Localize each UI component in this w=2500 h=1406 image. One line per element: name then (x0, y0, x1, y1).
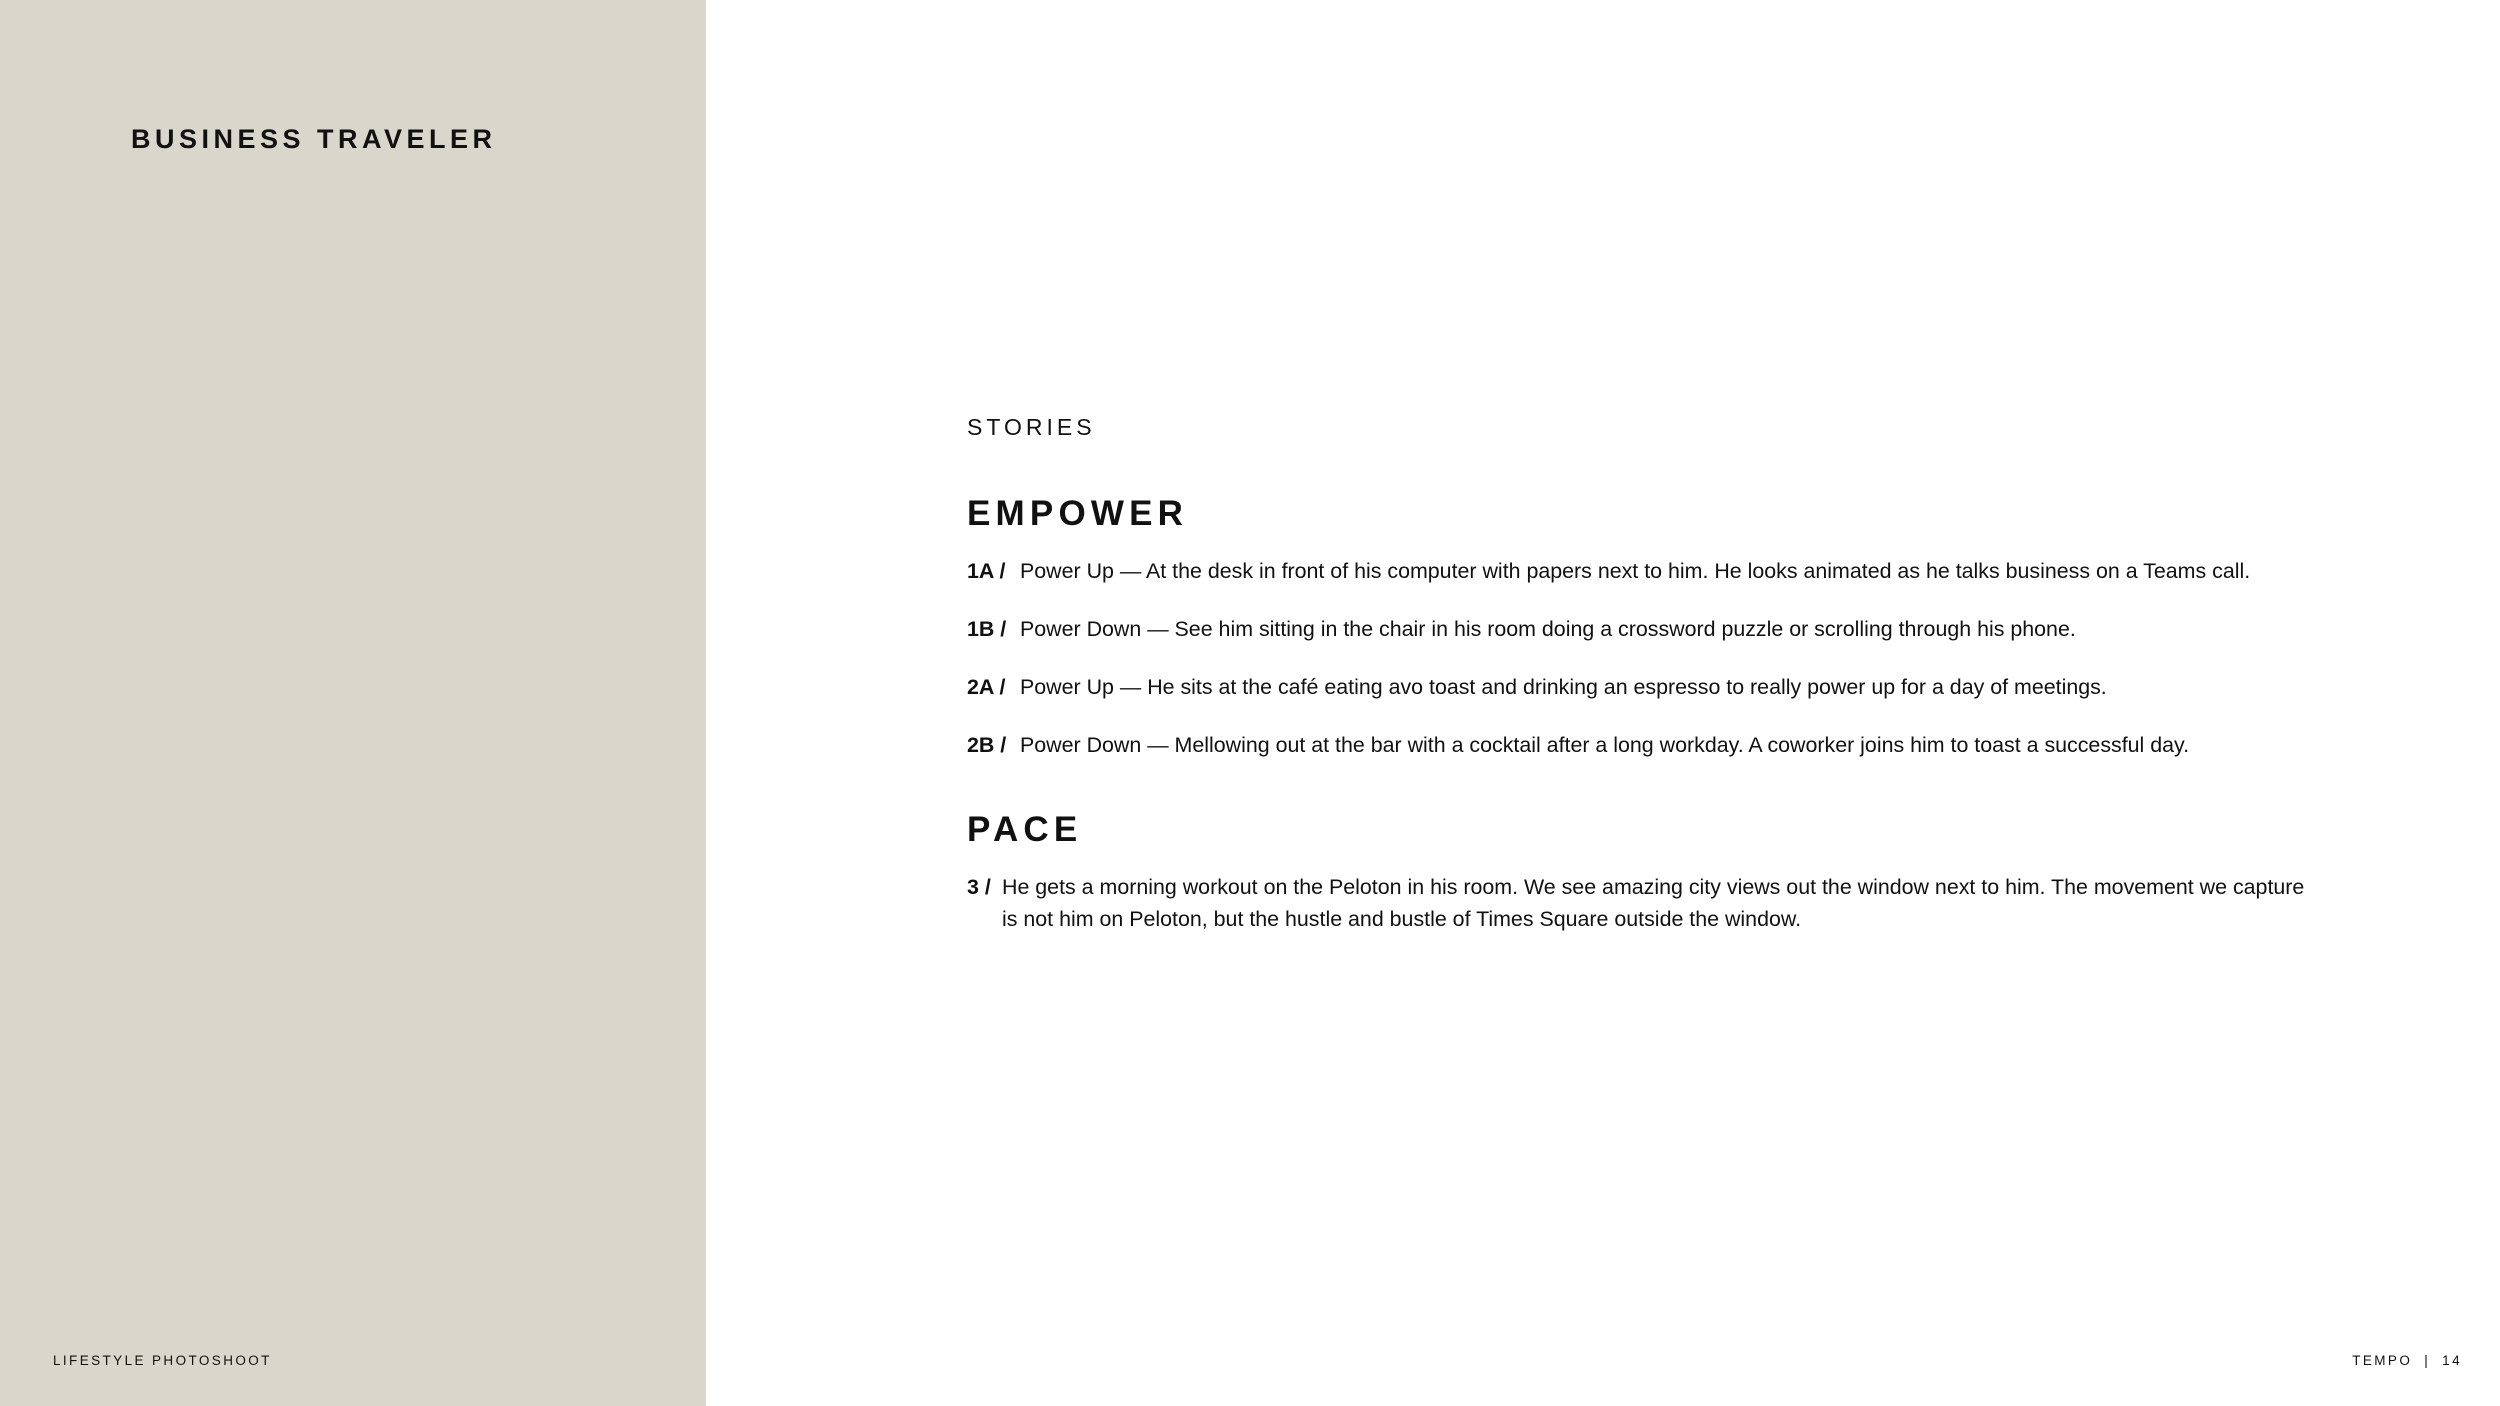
story-item (967, 555, 2307, 587)
stories-content (967, 413, 2307, 961)
sidebar-panel (0, 0, 706, 1406)
section-spacer (967, 787, 2307, 809)
page-number: 14 (2442, 1353, 2462, 1368)
section-heading: EMPOWER (967, 494, 1189, 533)
story-code: 1B / (967, 617, 1007, 641)
section-empower (967, 493, 2307, 761)
story-item (967, 871, 2307, 935)
section-pace (967, 809, 2307, 935)
footer-label: LIFESTYLE PHOTOSHOOT (53, 1353, 272, 1368)
story-item (967, 671, 2307, 703)
page-title: BUSINESS TRAVELER (131, 124, 497, 154)
section-heading: PACE (967, 810, 1083, 849)
footer-separator: | (2424, 1353, 2431, 1368)
story-text: Power Up — At the desk in front of his computer with papers next to him. He looks animated as he talks business on a Teams call. (1020, 559, 2251, 583)
brand-name: TEMPO (2352, 1353, 2413, 1368)
story-text: Power Down — See him sitting in the chair in his room doing a crossword puzzle or scrolling through his phone. (1020, 617, 2076, 641)
story-code: 1A / (967, 559, 1006, 583)
story-item (967, 613, 2307, 645)
story-code: 2A / (967, 675, 1006, 699)
story-item (967, 729, 2307, 761)
section-label: STORIES (967, 414, 1096, 440)
story-text: Power Down — Mellowing out at the bar with a cocktail after a long workday. A coworker joins him to toast a successful day. (1020, 733, 2190, 757)
footer-brand (2352, 1353, 2462, 1368)
story-code: 2B / (967, 733, 1007, 757)
story-text: He gets a morning workout on the Peloton in his room. We see amazing city views out the window next to him. The movement we capture is not him on Peloton, but the hustle and bustle of Times Square outside the window. (1002, 875, 2305, 931)
story-text: Power Up — He sits at the café eating avo toast and drinking an espresso to really power up for a day of meetings. (1020, 675, 2107, 699)
story-code: 3 / (967, 875, 991, 899)
